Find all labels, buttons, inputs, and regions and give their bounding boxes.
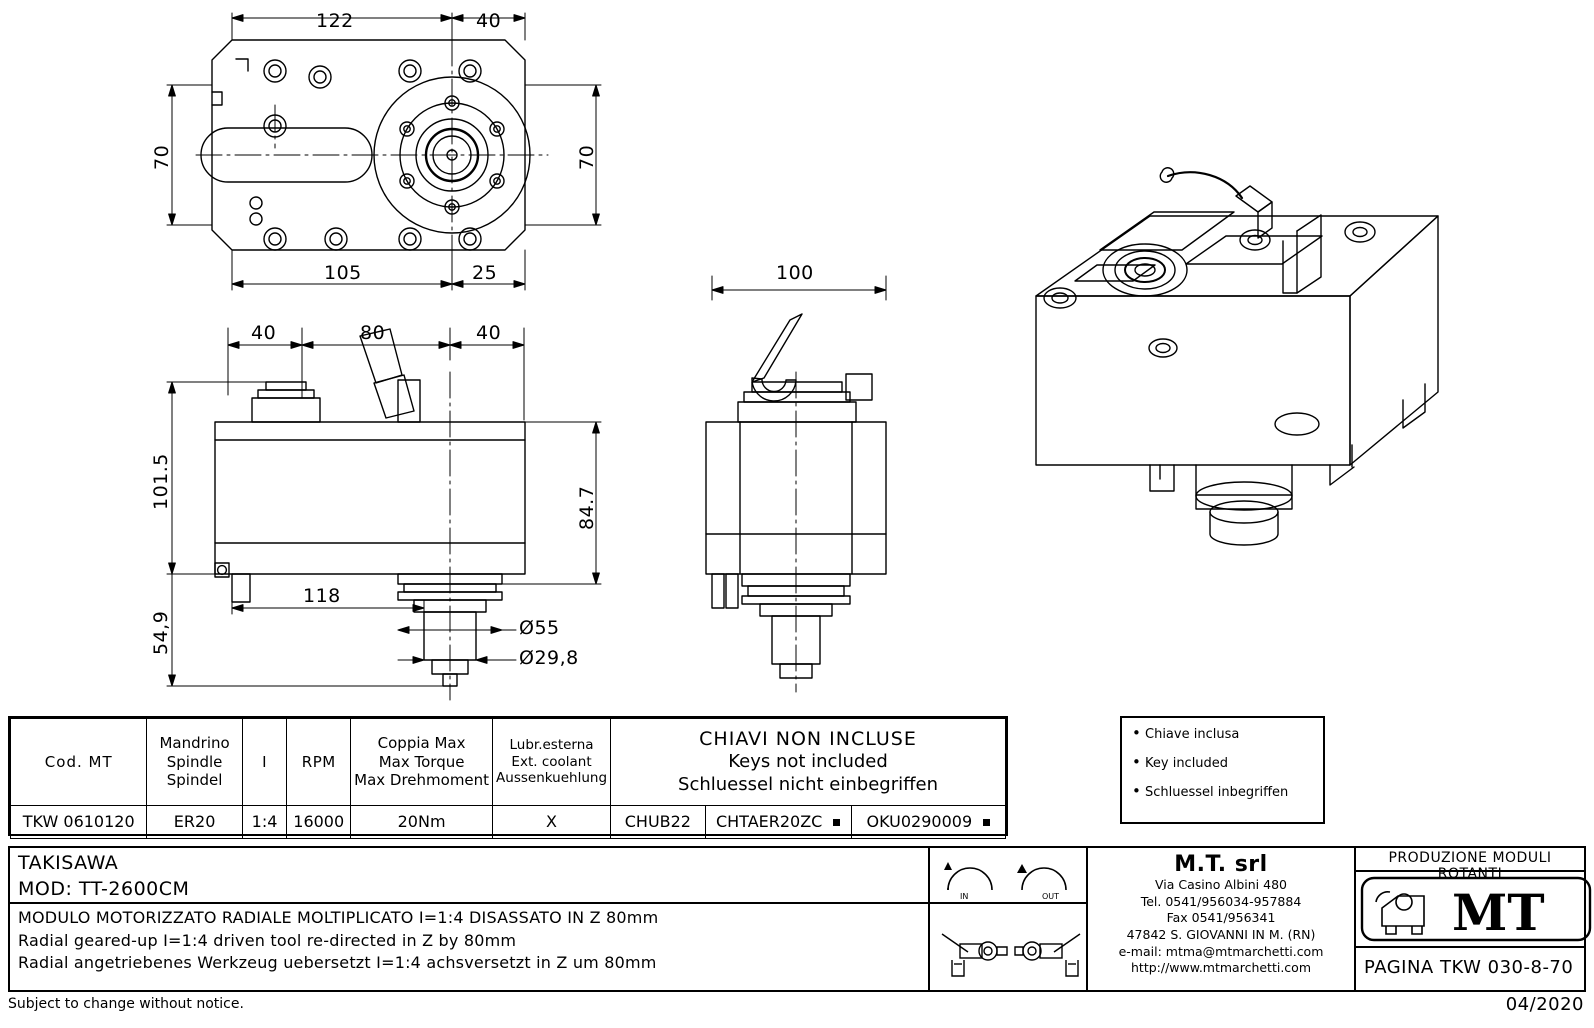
tool-icons [930, 904, 1086, 988]
legend-label-3: Schluessel inbegriffen [1145, 785, 1289, 800]
val-i: 1:4 [242, 806, 287, 839]
legend-label-2: Key included [1145, 756, 1229, 771]
val-key-3 [851, 806, 1005, 839]
dim-40-front-left: 40 [251, 322, 277, 344]
val-lubr: X [493, 806, 611, 839]
dim-dia-55: Ø55 [519, 617, 560, 639]
description-de: Radial angetriebenes Werkzeug uebersetzt I=1:4 achsversetzt in Z um 80mm [18, 953, 657, 973]
description-block [10, 904, 928, 975]
top-view-geometry [196, 40, 548, 262]
legend-item-2 [1132, 753, 1319, 771]
dim-84-7: 84.7 [576, 485, 598, 530]
val-mandrino: ER20 [147, 806, 242, 839]
footer-notice: Subject to change without notice. [8, 996, 244, 1012]
rotation-direction [930, 848, 1086, 904]
col-lubr-l1: Lubr.esterna [509, 736, 594, 753]
dim-54-9: 54,9 [150, 610, 172, 655]
col-keys-l1: CHIAVI NON INCLUSE [699, 727, 917, 750]
col-mandrino-l1: Mandrino [159, 733, 230, 752]
val-cod-mt: TKW 0610120 [11, 806, 147, 839]
val-torque: 20Nm [351, 806, 493, 839]
legend-label-1: Chiave inclusa [1145, 727, 1240, 742]
page-number: PAGINA TKW 030-8-70 [1364, 957, 1574, 978]
col-torque-l2: Max Torque [378, 752, 465, 771]
title-block-rotation [928, 848, 1086, 990]
footer-date: 04/2020 [1505, 994, 1584, 1015]
machine-info [10, 848, 928, 904]
col-torque-l1: Coppia Max [377, 733, 466, 752]
rotation-icons [930, 848, 1086, 902]
legend-item-3 [1132, 782, 1319, 800]
mt-logo [1356, 870, 1584, 948]
company-fax: Fax 0541/956341 [1166, 910, 1276, 926]
val-key-3-text: OKU0290009 [866, 812, 973, 831]
col-cod-mt: Cod. MT [11, 719, 147, 806]
val-key-2-text: CHTAER20ZC [715, 812, 823, 831]
dim-dia-29-8: Ø29,8 [519, 647, 579, 669]
col-keys-l3: Schluessel nicht einbegriffen [678, 773, 938, 795]
mt-logo-text: MT [1452, 883, 1545, 942]
company-email: e-mail: mtma@mtmarchetti.com [1118, 943, 1324, 959]
val-key-2 [705, 806, 851, 839]
col-rpm: RPM [287, 719, 351, 806]
bullet-icon-2: • [1132, 753, 1141, 771]
title-block-left [10, 848, 928, 990]
col-i: I [242, 719, 287, 806]
table-header-row [11, 719, 1006, 806]
front-view-geometry [215, 329, 525, 700]
col-mandrino-l3: Spindel [166, 771, 223, 790]
key-included-marker-2 [983, 819, 990, 826]
dim-80: 80 [360, 322, 386, 344]
company-city: 47842 S. GIOVANNI IN M. (RN) [1126, 926, 1316, 942]
dim-40-top: 40 [476, 10, 502, 32]
machine-name: TAKISAWA [18, 852, 119, 874]
machine-model: MOD: TT-2600CM [18, 877, 190, 900]
bullet-icon-3: • [1132, 782, 1141, 800]
dim-70-right: 70 [576, 144, 598, 170]
dim-100: 100 [776, 262, 814, 284]
col-mandrino [147, 719, 242, 806]
col-lubr-l2: Ext. coolant [511, 753, 592, 770]
company-website[interactable]: http://www.mtmarchetti.com [1131, 960, 1311, 976]
col-keys-l2: Keys not included [728, 751, 888, 773]
spec-table [8, 716, 1008, 836]
isometric-view-geometry [1036, 168, 1438, 545]
col-torque-l3: Max Drehmoment [354, 771, 490, 790]
top-view-dimensions [167, 13, 601, 290]
company-name: M.T. srl [1174, 852, 1268, 877]
col-mandrino-l2: Spindle [166, 752, 223, 771]
dim-70-left: 70 [151, 144, 173, 170]
company-block [1086, 848, 1354, 990]
tool-orientation-icons [930, 904, 1086, 990]
col-lubr-l3: Aussenkuehlung [496, 770, 608, 787]
description-en: Radial geared-up I=1:4 driven tool re-directed in Z by 80mm [18, 930, 517, 950]
production-header: PRODUZIONE MODULI ROTANTI [1388, 850, 1552, 882]
col-torque [351, 719, 493, 806]
company-address: Via Casino Albini 480 [1155, 877, 1287, 892]
title-block-right [1354, 848, 1584, 990]
dim-118: 118 [303, 585, 341, 607]
description-it: MODULO MOTORIZZATO RADIALE MOLTIPLICATO I=1:4 DISASSATO IN Z 80mm [18, 908, 659, 927]
key-included-marker [833, 819, 840, 826]
mt-logo-graphic [1356, 872, 1594, 946]
dim-101-5: 101.5 [150, 453, 172, 510]
bullet-icon: • [1132, 724, 1141, 742]
table-value-row [11, 806, 1006, 839]
col-lubr [493, 719, 611, 806]
rotation-in-label: IN [960, 892, 969, 901]
key-legend-box [1120, 716, 1325, 824]
val-key-1: CHUB22 [611, 806, 706, 839]
dim-122: 122 [316, 10, 354, 32]
dim-40-front-right: 40 [476, 322, 502, 344]
dim-25: 25 [472, 262, 498, 284]
side-view-geometry [706, 314, 886, 692]
legend-item-1 [1132, 724, 1319, 742]
title-block [8, 846, 1586, 992]
val-rpm: 16000 [287, 806, 351, 839]
rotation-out-label: OUT [1042, 892, 1060, 901]
company-tel: Tel. 0541/956034-957884 [1140, 893, 1302, 909]
dim-105: 105 [324, 262, 362, 284]
col-keys [611, 719, 1006, 806]
